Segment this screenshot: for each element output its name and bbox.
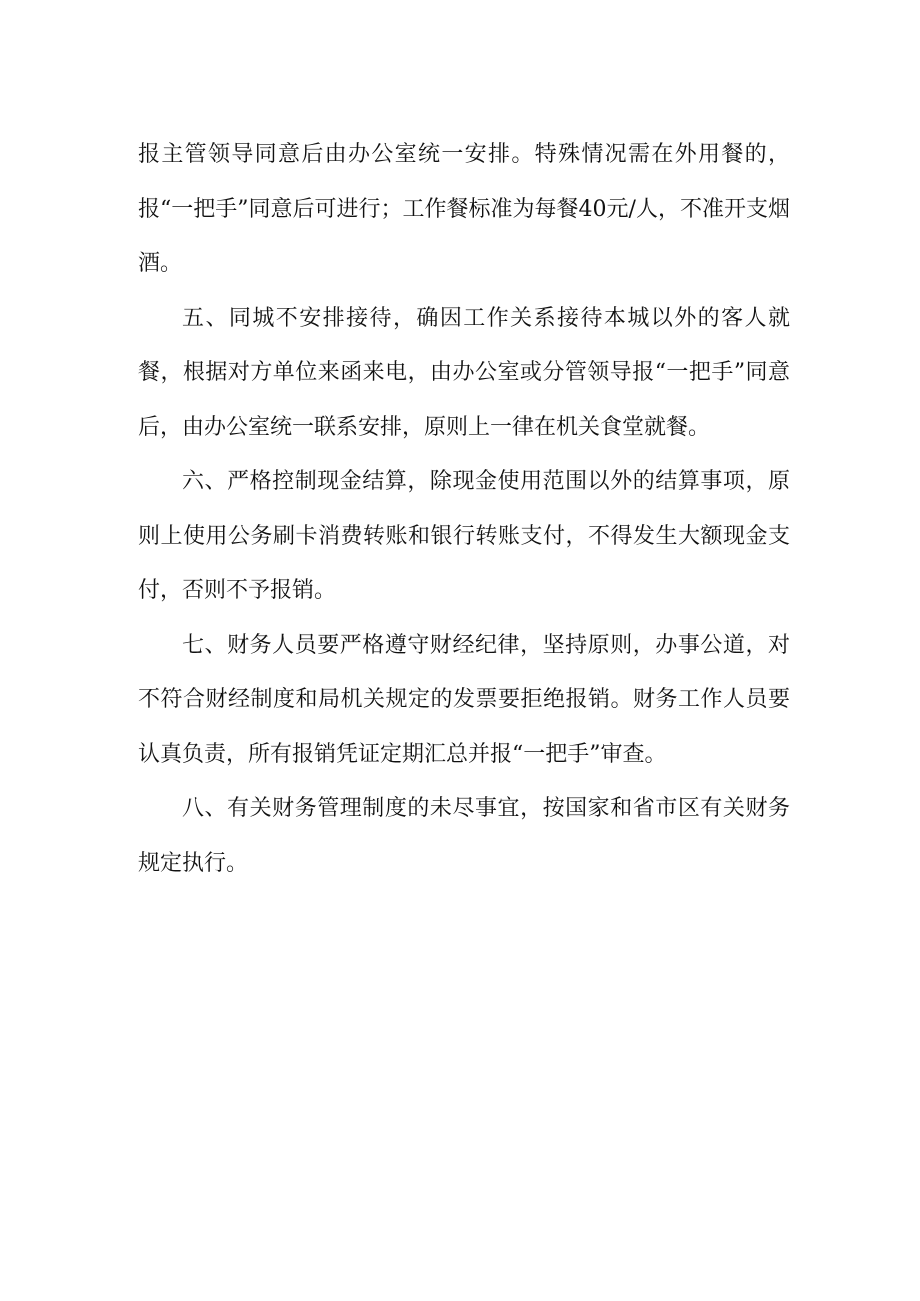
paragraph-item-6: 六、严格控制现金结算，除现金使用范围以外的结算事项，原则上使用公务刷卡消费转账和银行转账支付，不得发生大额现金支付，否则不予报销。 [138,469,790,603]
document-body [138,128,790,891]
paragraph-continuation: 报主管领导同意后由办公室统一安排。特殊情况需在外用餐的，报“一把手”同意后可进行；工作餐标准为每餐40元/人，不准开支烟酒。 [138,142,790,276]
paragraph-item-8: 八、有关财务管理制度的未尽事宜，按国家和省市区有关财务规定执行。 [138,796,790,876]
paragraph-item-5: 五、同城不安排接待，确因工作关系接待本城以外的客人就餐，根据对方单位来函来电，由办公室或分管领导报“一把手”同意后，由办公室统一联系安排，原则上一律在机关食堂就餐。 [138,305,790,440]
paragraph-item-7: 七、财务人员要严格遵守财经纪律，坚持原则，办事公道，对不符合财经制度和局机关规定的发票要拒绝报销。财务工作人员要认真负责，所有报销凭证定期汇总并报“一把手”审查。 [138,632,790,767]
